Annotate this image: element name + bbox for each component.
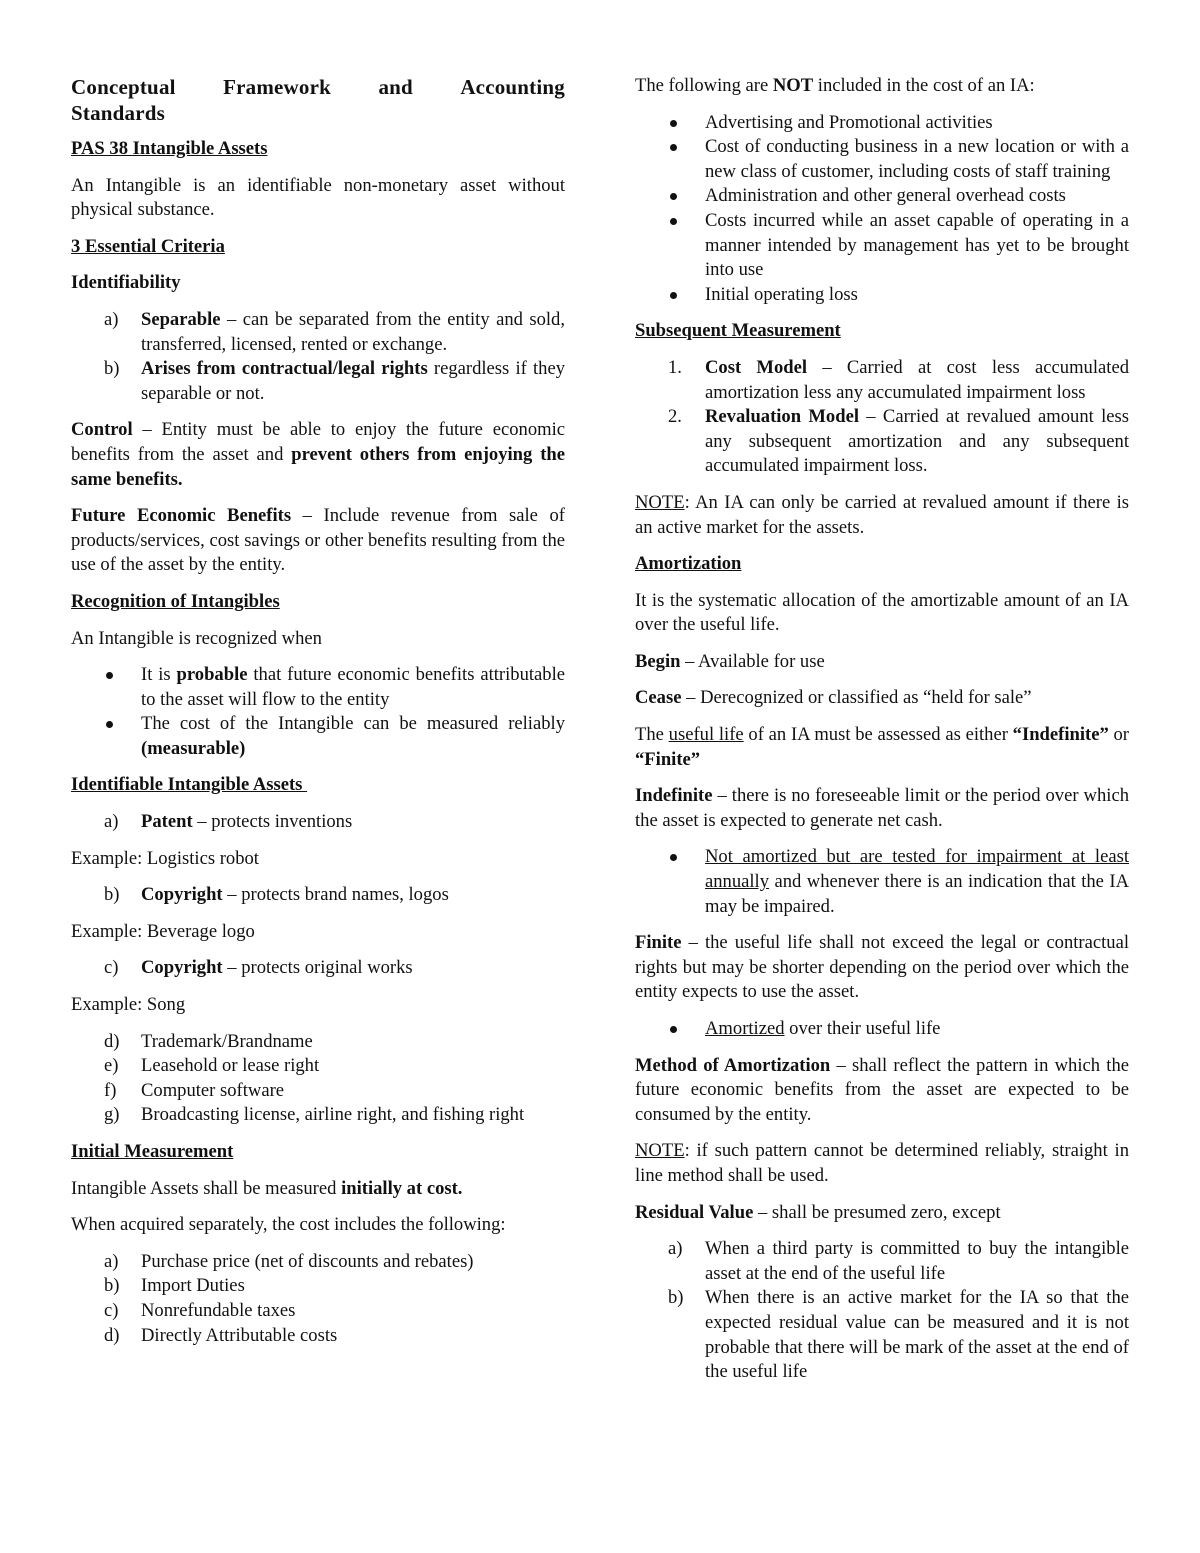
item-text: regardless if they separable or not.: [141, 358, 565, 404]
begin-text: – Available for use: [680, 650, 825, 672]
item-text: – protects inventions: [192, 811, 353, 833]
item-text: When a third party is committed to buy the intangible asset at the end of the useful life: [705, 1238, 1129, 1284]
list-item: [635, 356, 1129, 405]
criteria-heading: 3 Essential Criteria: [71, 235, 225, 257]
item-text: that future economic benefits attributable to the asset will flow to the entity: [141, 664, 565, 710]
list-marker: d): [104, 1324, 120, 1346]
item-text: Advertising and Promotional activities: [705, 111, 993, 133]
list-item: [635, 283, 1129, 308]
identifiability-label: Identifiability: [71, 272, 181, 294]
list-item: [635, 209, 1129, 283]
item-text: – Carried at revalued amount less any subsequent amortization and any subsequent accumulated impairment loss.: [705, 406, 1129, 477]
list-marker: b): [104, 358, 120, 380]
title-line-1: [71, 74, 565, 100]
future-label: Future Economic Benefits: [71, 505, 292, 527]
list-item: [635, 1017, 1129, 1042]
list-item: [71, 1299, 565, 1324]
method-label: Method of Amortization: [635, 1054, 831, 1076]
item-term: Copyright: [141, 957, 223, 979]
item-text: Import Duties: [141, 1275, 245, 1297]
cease-label: Cease: [635, 687, 682, 709]
list-marker: g): [104, 1104, 120, 1126]
finite-label: Finite: [635, 932, 682, 954]
useful-life-paragraph: [635, 723, 1129, 772]
subsequent-list: [635, 356, 1129, 479]
list-marker: a): [104, 308, 119, 330]
indefinite-paragraph: [635, 784, 1129, 833]
item-text: – protects original works: [222, 957, 413, 979]
finite-text: – the useful life shall not exceed the legal or contractual rights but may be shorter depending on the period over which the entity expects to use the asset.: [635, 932, 1129, 1003]
indefinite-term: “Indefinite”: [1012, 724, 1109, 746]
begin-paragraph: [635, 650, 1129, 675]
residual-text: – shall be presumed zero, except: [753, 1201, 1001, 1223]
pas-heading: PAS 38 Intangible Assets: [71, 138, 268, 159]
list-marker: c): [104, 957, 119, 979]
initial-heading: Initial Measurement: [71, 1141, 234, 1162]
right-column: [635, 74, 1129, 1397]
list-item: [71, 663, 565, 712]
title-word: Conceptual: [71, 75, 176, 99]
note-text: : if such pattern cannot be determined reliably, straight in line method shall be used.: [635, 1140, 1129, 1186]
item-underlined: Not amortized but are tested for impairment at least annually: [705, 846, 1129, 893]
list-item: [71, 1274, 565, 1299]
recognition-list: [71, 663, 565, 761]
list-marker: b): [104, 1275, 120, 1297]
bullet-icon: [670, 854, 677, 861]
item-text: Leasehold or lease right: [141, 1055, 320, 1077]
method-text: – shall reflect the pattern in which the future economic benefits from the asset are expected to be consumed by the entity.: [635, 1054, 1129, 1125]
list-marker: c): [104, 1299, 119, 1321]
subsequent-heading: Subsequent Measurement: [635, 320, 841, 342]
item-text: – protects brand names, logos: [222, 884, 449, 906]
list-marker: d): [104, 1030, 120, 1052]
bullet-icon: [670, 144, 677, 151]
list-item: [635, 1237, 1129, 1286]
list-item: [71, 883, 565, 908]
cost-list: [71, 1250, 565, 1348]
other-assets-list: [71, 1030, 565, 1128]
list-item: [635, 845, 1129, 919]
list-marker: e): [104, 1055, 119, 1077]
list-item: [71, 810, 565, 835]
initial-bold: initially at cost.: [341, 1177, 463, 1199]
item-text: The cost of the Intangible can be measured reliably: [141, 713, 565, 735]
item-bold: (measurable): [141, 737, 246, 759]
list-item: [635, 184, 1129, 209]
item-text: Costs incurred while an asset capable of operating in a manner intended by management has yet to be brought into use: [705, 209, 1129, 281]
list-item: [71, 1250, 565, 1275]
title-line-2: Standards: [71, 101, 166, 125]
recognition-intro: An Intangible is recognized when: [71, 627, 322, 649]
list-marker: b): [104, 884, 120, 906]
copyright-list-c: [71, 956, 565, 981]
text: The: [635, 724, 669, 746]
copyright-list-b: [71, 883, 565, 908]
example-a: Example: Logistics robot: [71, 847, 259, 869]
residual-label: Residual Value: [635, 1201, 754, 1223]
list-item: [635, 405, 1129, 479]
residual-list: [635, 1237, 1129, 1385]
list-marker: a): [104, 1250, 119, 1272]
control-text: – Entity must be able to enjoy the future economic benefits from the asset and: [71, 419, 565, 465]
note-label: NOTE: [635, 491, 685, 513]
control-label: Control: [71, 419, 133, 441]
list-item: [635, 135, 1129, 184]
initial-paragraph: [71, 1177, 565, 1202]
title-word: Framework: [223, 75, 332, 99]
item-text: Cost of conducting business in a new location or with a new class of customer, including costs of staff training: [705, 136, 1129, 182]
bullet-icon: [670, 1026, 677, 1033]
initial-text: Intangible Assets shall be measured: [71, 1177, 342, 1199]
item-term: Separable: [141, 308, 221, 330]
list-marker: 1.: [668, 356, 682, 378]
text: of an IA must be assessed as either: [743, 724, 1013, 746]
cease-text: – Derecognized or classified as “held for sale”: [681, 687, 1032, 709]
control-bold: prevent others from enjoying the same benefits.: [71, 443, 565, 490]
title-word: and: [378, 75, 413, 99]
not-included-intro: [635, 74, 1129, 99]
list-item: [71, 1103, 565, 1128]
item-text: Purchase price (net of discounts and rebates): [141, 1250, 474, 1272]
list-item: [71, 1054, 565, 1079]
intro-text: The following are: [635, 75, 773, 96]
bullet-icon: [670, 292, 677, 299]
useful-life-term: useful life: [668, 724, 744, 746]
residual-paragraph: [635, 1201, 1129, 1226]
indefinite-text: – there is no foreseeable limit or the period over which the asset is expected to generate net cash.: [635, 785, 1129, 831]
left-column: [71, 74, 565, 1360]
list-item: [635, 111, 1129, 136]
item-text: and whenever there is an indication that the IA may be impaired.: [705, 871, 1129, 917]
identifiable-heading: Identifiable Intangible Assets: [71, 774, 308, 796]
item-text: Initial operating loss: [705, 283, 858, 305]
list-item: [71, 357, 565, 406]
amortization-heading: Amortization: [635, 553, 742, 575]
bullet-icon: [106, 672, 113, 679]
indefinite-list: [635, 845, 1129, 919]
note-label: NOTE: [635, 1140, 685, 1162]
note-straight-line: [635, 1139, 1129, 1188]
note-revalued: [635, 491, 1129, 540]
cease-paragraph: [635, 686, 1129, 711]
item-text: Administration and other general overhead costs: [705, 185, 1066, 207]
list-item: [71, 712, 565, 761]
future-text: – Include revenue from sale of products/services, cost savings or other benefits resulting from the use of the asset by the entity.: [71, 505, 565, 576]
control-paragraph: [71, 418, 565, 492]
item-term: Cost Model: [705, 356, 808, 378]
item-text: over their useful life: [784, 1018, 941, 1039]
bullet-icon: [670, 193, 677, 200]
intro-bold: NOT: [772, 75, 814, 96]
list-marker: 2.: [668, 406, 682, 428]
list-item: [71, 1079, 565, 1104]
intangible-definition: An Intangible is an identifiable non-monetary asset without physical substance.: [71, 174, 565, 221]
item-term: Patent: [141, 811, 193, 833]
list-marker: b): [668, 1287, 684, 1309]
amortization-definition: It is the systematic allocation of the amortizable amount of an IA over the useful life.: [635, 589, 1129, 636]
item-text: When there is an active market for the IA so that the expected residual value can be measured and it is not probable that there will be mark of the asset at the end of the useful life: [705, 1287, 1129, 1383]
list-item: [71, 1030, 565, 1055]
list-marker: a): [104, 811, 119, 833]
item-text: Nonrefundable taxes: [141, 1299, 296, 1321]
title-word: Accounting: [460, 75, 565, 99]
list-marker: a): [668, 1238, 683, 1260]
item-underlined: Amortized: [705, 1018, 785, 1039]
document-title: [71, 74, 565, 126]
future-benefits-paragraph: [71, 504, 565, 578]
bullet-icon: [670, 120, 677, 127]
finite-paragraph: [635, 931, 1129, 1005]
bullet-icon: [106, 721, 113, 728]
finite-list: [635, 1017, 1129, 1042]
item-text: – can be separated from the entity and sold, transferred, licensed, rented or exchange.: [141, 308, 565, 355]
item-term: Revaluation Model: [705, 406, 859, 428]
begin-label: Begin: [635, 650, 681, 672]
item-term: Arises from contractual/legal rights: [141, 358, 428, 380]
example-c: Example: Song: [71, 994, 186, 1016]
patent-list: [71, 810, 565, 835]
list-item: [71, 1324, 565, 1349]
recognition-heading: Recognition of Intangibles: [71, 590, 280, 612]
identifiability-list: [71, 308, 565, 406]
text: or: [1108, 724, 1129, 746]
item-bold: probable: [176, 664, 248, 686]
list-item: [71, 956, 565, 981]
not-included-list: [635, 111, 1129, 308]
item-text: It is: [141, 664, 177, 686]
item-term: Copyright: [141, 884, 223, 906]
intro-text: included in the cost of an IA:: [813, 75, 1035, 96]
list-marker: f): [104, 1079, 117, 1101]
list-item: [635, 1286, 1129, 1384]
item-text: Trademark/Brandname: [141, 1030, 313, 1052]
example-b: Example: Beverage logo: [71, 920, 255, 942]
indefinite-label: Indefinite: [635, 785, 713, 807]
method-paragraph: [635, 1054, 1129, 1128]
note-text: : An IA can only be carried at revalued amount if there is an active market for the assets.: [635, 491, 1129, 538]
acquired-paragraph: When acquired separately, the cost includes the following:: [71, 1214, 506, 1236]
finite-term: “Finite”: [635, 748, 701, 770]
item-text: Computer software: [141, 1079, 285, 1101]
item-text: – Carried at cost less accumulated amortization less any accumulated impairment loss: [705, 356, 1129, 403]
item-text: Directly Attributable costs: [141, 1324, 338, 1346]
list-item: [71, 308, 565, 357]
item-text: Broadcasting license, airline right, and fishing right: [141, 1104, 525, 1126]
bullet-icon: [670, 218, 677, 225]
